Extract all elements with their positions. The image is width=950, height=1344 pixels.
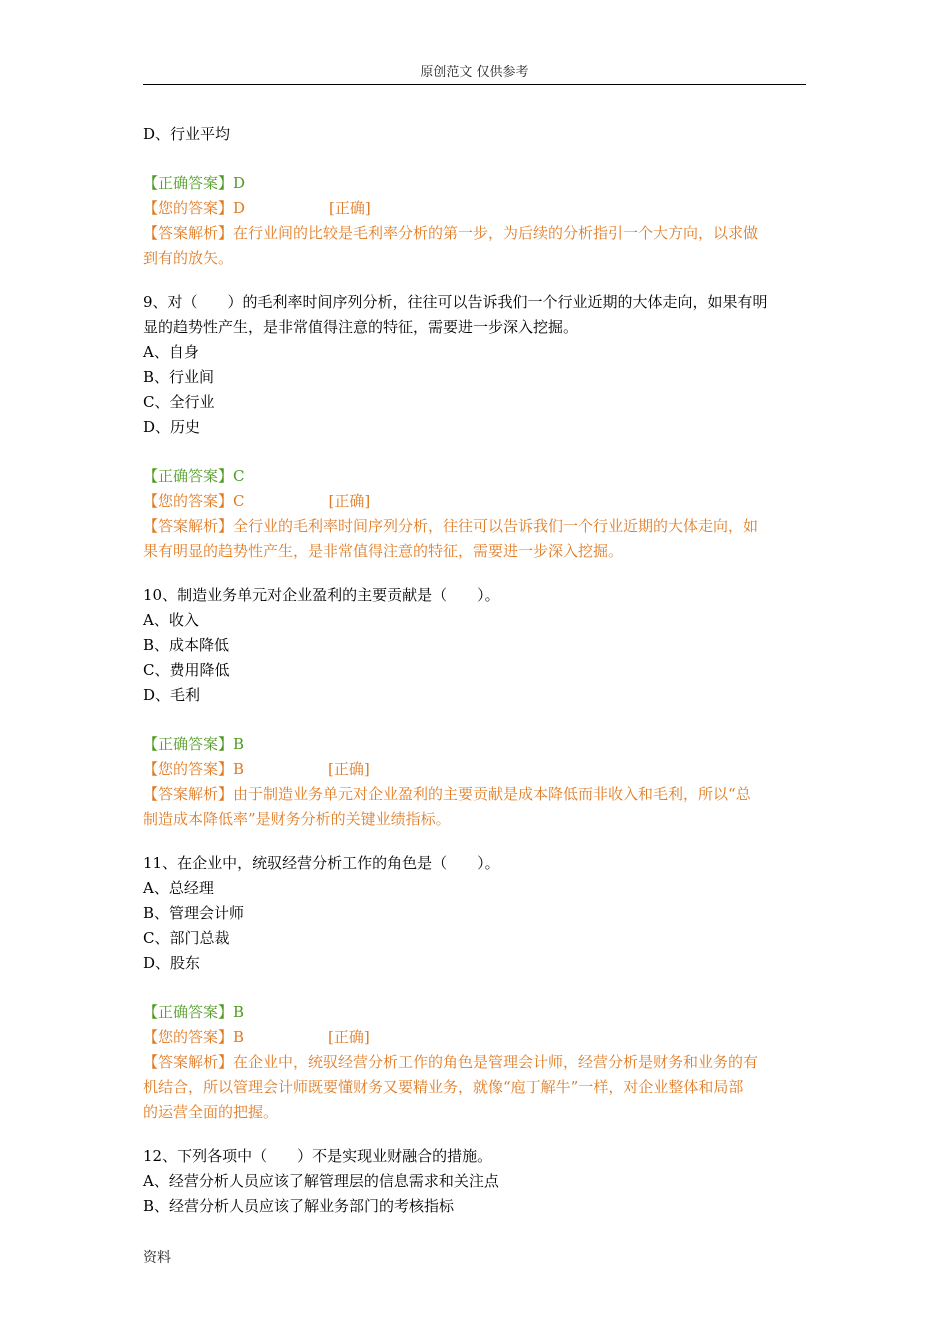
answer-status: [正确] bbox=[329, 199, 371, 217]
analysis-line-cont: 果有明显的趋势性产生，是非常值得注意的特征，需要进一步深入挖掘。 bbox=[143, 542, 624, 560]
option-d: D、行业平均 bbox=[143, 125, 231, 143]
question-stem-cont: 显的趋势性产生，是非常值得注意的特征，需要进一步深入挖掘。 bbox=[143, 318, 579, 336]
question-stem: 12、下列各项中（ ）不是实现业财融合的措施。 bbox=[143, 1147, 493, 1165]
correct-answer-label: 【正确答案】 bbox=[143, 174, 234, 192]
option-b: B、管理会计师 bbox=[143, 904, 245, 922]
analysis-label: 【答案解析】 bbox=[143, 517, 234, 535]
option-c: C、部门总裁 bbox=[143, 929, 230, 947]
option-d: D、毛利 bbox=[143, 686, 201, 704]
option-a: A、收入 bbox=[143, 611, 199, 629]
option-a: A、自身 bbox=[143, 343, 199, 361]
your-answer-line bbox=[143, 757, 813, 782]
option-c: C、费用降低 bbox=[143, 661, 230, 679]
analysis-label: 【答案解析】 bbox=[143, 1053, 234, 1071]
correct-answer-label: 【正确答案】 bbox=[143, 735, 234, 753]
option-d: D、历史 bbox=[143, 418, 201, 436]
your-answer-line bbox=[143, 489, 813, 514]
correct-answer-value: B bbox=[233, 1003, 245, 1021]
your-answer-label: 【您的答案】 bbox=[143, 1028, 234, 1046]
analysis-label: 【答案解析】 bbox=[143, 785, 234, 803]
your-answer-line bbox=[143, 1025, 813, 1050]
analysis-line bbox=[143, 514, 813, 539]
correct-answer-label: 【正确答案】 bbox=[143, 1003, 234, 1021]
question-stem: 9、对（ ）的毛利率时间序列分析，往往可以告诉我们一个行业近期的大体走向，如果有明 bbox=[143, 293, 768, 311]
option-b: B、行业间 bbox=[143, 368, 215, 386]
correct-answer-line bbox=[143, 464, 813, 489]
analysis-line-cont: 到有的放矢。 bbox=[143, 249, 234, 267]
question-stem: 11、在企业中，统驭经营分析工作的角色是（ ）。 bbox=[143, 854, 500, 872]
analysis-line-cont: 机结合，所以管理会计师既要懂财务又要精业务，就像“庖丁解牛”一样，对企业整体和局部 bbox=[143, 1078, 744, 1096]
your-answer-label: 【您的答案】 bbox=[143, 199, 234, 217]
your-answer-label: 【您的答案】 bbox=[143, 492, 234, 510]
page-header: 原创范文 仅供参考 bbox=[143, 62, 806, 85]
your-answer-line bbox=[143, 196, 813, 221]
correct-answer-line bbox=[143, 732, 813, 757]
correct-answer-label: 【正确答案】 bbox=[143, 467, 234, 485]
option-a: A、经营分析人员应该了解管理层的信息需求和关注点 bbox=[143, 1172, 499, 1190]
document-body bbox=[143, 122, 813, 1219]
option-b: B、成本降低 bbox=[143, 636, 230, 654]
analysis-line bbox=[143, 221, 813, 246]
analysis-line-cont: 的运营全面的把握。 bbox=[143, 1103, 279, 1121]
your-answer-value: D bbox=[233, 199, 246, 217]
question-stem: 10、制造业务单元对企业盈利的主要贡献是（ ）。 bbox=[143, 586, 500, 604]
correct-answer-value: B bbox=[233, 735, 245, 753]
correct-answer-value: C bbox=[233, 467, 245, 485]
analysis-text: 由于制造业务单元对企业盈利的主要贡献是成本降低而非收入和毛利，所以“总 bbox=[233, 785, 751, 803]
answer-status: [正确] bbox=[328, 760, 370, 778]
analysis-text: 全行业的毛利率时间序列分析，往往可以告诉我们一个行业近期的大体走向，如 bbox=[233, 517, 759, 535]
page-footer: 资料 bbox=[143, 1250, 171, 1266]
correct-answer-value: D bbox=[233, 174, 246, 192]
correct-answer-line bbox=[143, 171, 813, 196]
your-answer-value: C bbox=[233, 492, 245, 510]
answer-status: [正确] bbox=[328, 1028, 370, 1046]
answer-status: [正确] bbox=[328, 492, 371, 510]
correct-answer-line bbox=[143, 1000, 813, 1025]
analysis-line bbox=[143, 1050, 813, 1075]
analysis-text: 在行业间的比较是毛利率分析的第一步，为后续的分析指引一个大方向，以求做 bbox=[233, 224, 759, 242]
option-d: D、股东 bbox=[143, 954, 201, 972]
analysis-line bbox=[143, 782, 813, 807]
option-a: A、总经理 bbox=[143, 879, 214, 897]
analysis-label: 【答案解析】 bbox=[143, 224, 234, 242]
your-answer-value: B bbox=[233, 760, 245, 778]
analysis-line-cont: 制造成本降低率”是财务分析的关键业绩指标。 bbox=[143, 810, 451, 828]
your-answer-value: B bbox=[233, 1028, 245, 1046]
analysis-text: 在企业中，统驭经营分析工作的角色是管理会计师，经营分析是财务和业务的有 bbox=[233, 1053, 759, 1071]
your-answer-label: 【您的答案】 bbox=[143, 760, 234, 778]
option-b: B、经营分析人员应该了解业务部门的考核指标 bbox=[143, 1197, 455, 1215]
option-c: C、全行业 bbox=[143, 393, 215, 411]
